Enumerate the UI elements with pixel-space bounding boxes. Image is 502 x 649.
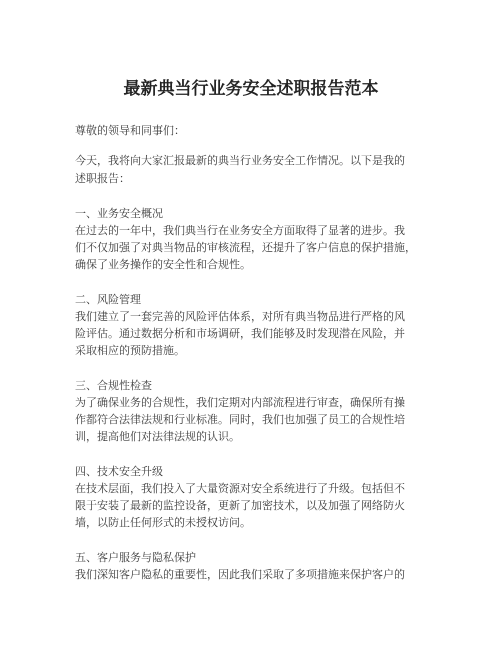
section-line: 确保了业务操作的安全性和合规性。 [75,258,251,271]
section-line: 我们深知客户隐私的重要性，因此我们采取了多项措施来保护客户的 [75,568,405,581]
section-line: 墙，以防止任何形式的未授权访问。 [75,516,251,529]
section-heading: 四、技术安全升级 [75,465,163,478]
section-line: 训，提高他们对法律法规的认识。 [75,430,240,443]
greeting-line: 尊敬的领导和同事们： [75,124,185,137]
document-title: 最新典当行业务安全述职报告范本 [123,79,379,99]
section-line: 我们建立了一套完善的风险评估体系，对所有典当物品进行严格的风 [75,310,405,323]
section-heading: 一、业务安全概况 [75,207,163,220]
section-line: 采取相应的预防措施。 [75,344,185,357]
section-heading: 五、客户服务与隐私保护 [75,551,196,564]
section-line: 们不仅加强了对典当物品的审核流程，还提升了客户信息的保护措施， [75,241,416,254]
section-heading: 三、合规性检查 [75,379,152,392]
section-line: 限于安装了最新的监控设备，更新了加密技术，以及加强了网络防火 [75,499,405,512]
intro-line: 述职报告： [75,172,130,185]
section-heading: 二、风险管理 [75,293,141,306]
intro-line: 今天，我将向大家汇报最新的典当行业务安全工作情况。以下是我的 [75,154,405,167]
section-line: 在技术层面，我们投入了大量资源对安全系统进行了升级。包括但不 [75,482,405,495]
section-line: 在过去的一年中，我们典当行在业务安全方面取得了显著的进步。我 [75,224,405,237]
section-line: 为了确保业务的合规性，我们定期对内部流程进行审查，确保所有操 [75,396,405,409]
section-line: 作都符合法律法规和行业标准。同时，我们也加强了员工的合规性培 [75,413,405,426]
section-line: 险评估。通过数据分析和市场调研，我们能够及时发现潜在风险，并 [75,327,405,340]
